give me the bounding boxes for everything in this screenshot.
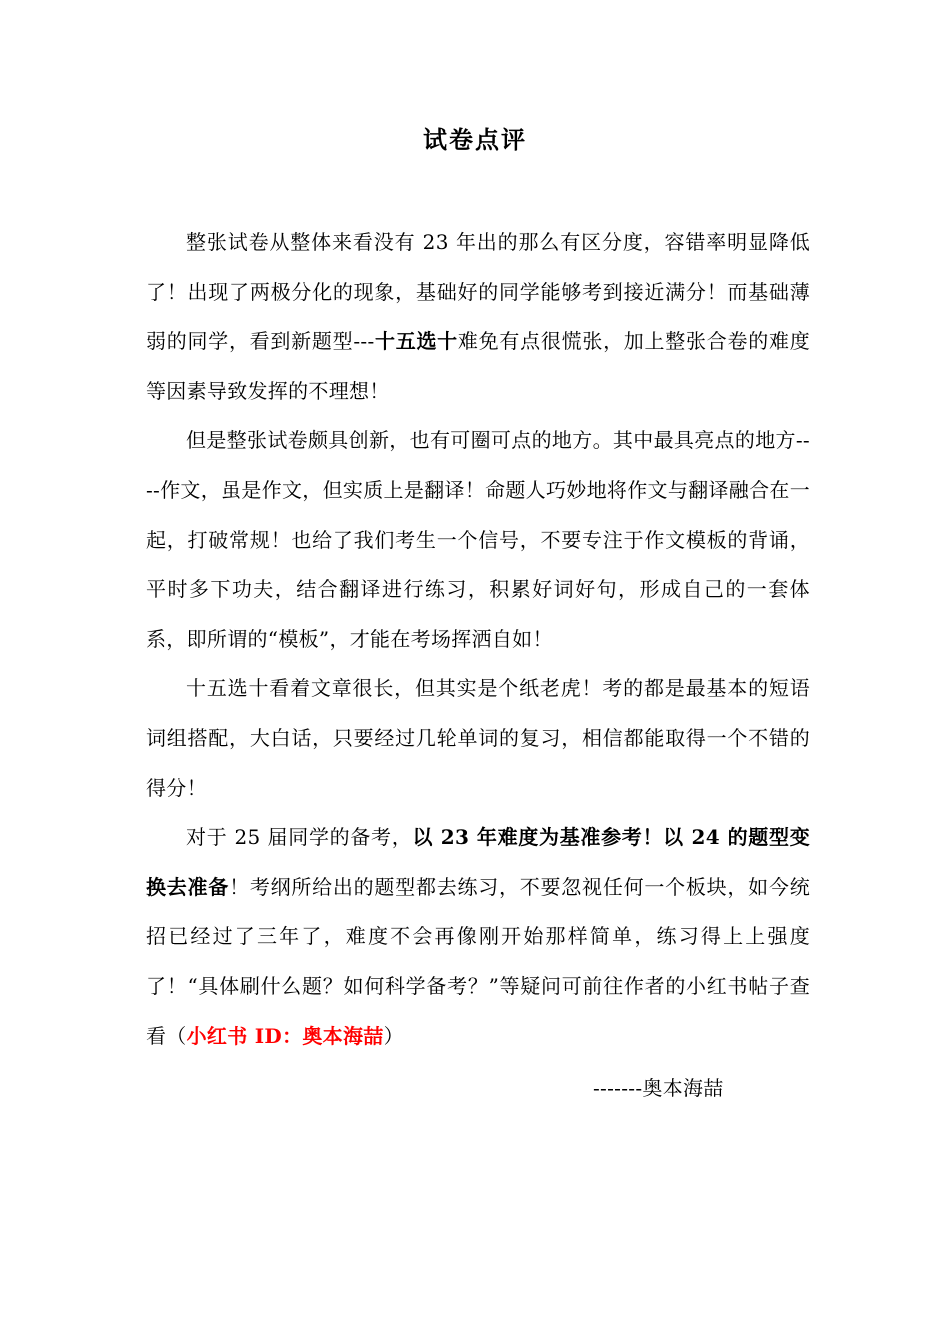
paragraph-1-text-a: 整张试卷从整体来看没有 23 年出的那么有区分度，容错率明显降低了！出现了两极分化的现象，基础好的同学能够考到接近满分！而基础薄弱的同学，看到新题型---: [146, 230, 810, 354]
paragraph-4-text-c: ）: [383, 1023, 404, 1048]
paragraph-4: [146, 813, 810, 1061]
paragraph-2-text: 但是整张试卷颇具创新，也有可圈可点的地方。其中最具亮点的地方----作文，虽是作文，但实质上是翻译！命题人巧妙地将作文与翻译融合在一起，打破常规！也给了我们考生一个信号，不要专注于作文模板的背诵，平时多下功夫，结合翻译进行练习，积累好词好句，形成自己的一套体系，即所谓的“模板”，才能在考场挥洒自如！: [146, 428, 810, 651]
paragraph-4-text-b: ！考纲所给出的题型都去练习，不要忽视任何一个板块，如今统招已经过了三年了，难度不会再像刚开始那样简单，练习得上上强度了！“具体刷什么题？如何科学备考？”等疑问可前往作者的小红书帖子查看（: [146, 874, 810, 1048]
paragraph-2: [146, 416, 810, 664]
paragraph-3-text: 十五选十看着文章很长，但其实是个纸老虎！考的都是最基本的短语词组搭配，大白话，只要经过几轮单词的复习，相信都能取得一个不错的得分！: [146, 676, 810, 800]
paragraph-1-bold-text: 十五选十: [374, 329, 458, 354]
xiaohongshu-id-highlight: 小红书 ID：奥本海喆: [186, 1023, 384, 1048]
paragraph-1: [146, 218, 810, 416]
paragraph-1-text-b: 难免有点很慌张，加上整张合卷的难度等因素导致发挥的不理想！: [146, 329, 810, 403]
document-body: [146, 218, 810, 1061]
document-title: 试卷点评: [423, 125, 527, 154]
paragraph-4-bold-text: 以 23 年难度为基准参考！以 24 的题型变换去准备: [146, 825, 810, 899]
paragraph-4-text-a: 对于 25 届同学的备考，: [186, 825, 413, 850]
paragraph-3: [146, 664, 810, 813]
author-signature: -------奥本海喆: [593, 1076, 724, 1100]
